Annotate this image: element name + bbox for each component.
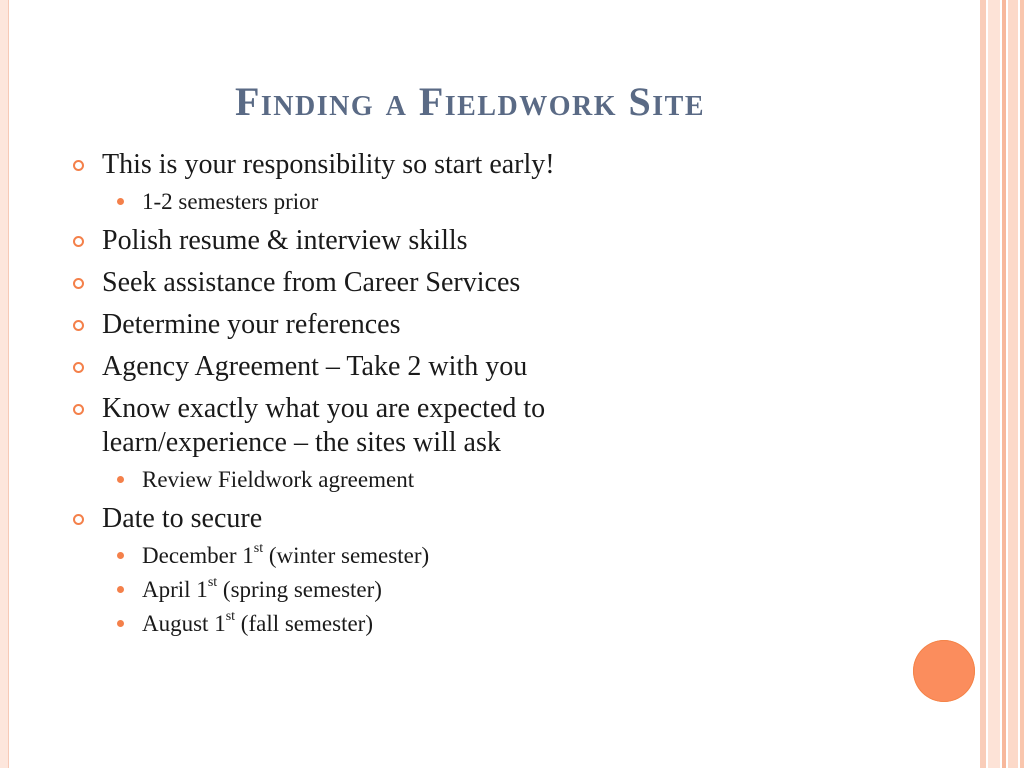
dot-bullet-icon [117,552,124,559]
ordinal-suffix: st [207,575,218,591]
sub-bullet-text: 1-2 semesters prior [142,189,319,214]
ring-bullet-icon [73,320,84,331]
dot-bullet-icon [117,476,124,483]
bullet-list [70,148,890,646]
slide-title: Finding a Fieldwork Site [234,79,706,124]
bullet-text: Agency Agreement – Take 2 with you [102,351,528,382]
bullet-item [70,502,890,536]
ring-bullet-icon [73,278,84,289]
date-semester: (spring semester) [217,577,382,602]
bullet-item [70,308,890,342]
bullet-text: Polish resume & interview skills [102,225,468,256]
bullet-text-line: learn/experience – the sites will ask [102,427,501,458]
dot-bullet-icon [117,198,124,205]
sub-bullet-item [70,576,890,604]
sub-bullet-item [70,466,890,494]
right-border-stripes [980,0,1024,768]
border-stripe [988,0,1000,768]
ring-bullet-icon [73,160,84,171]
ring-bullet-icon [73,404,84,415]
sub-bullet-item [70,610,890,638]
bullet-text: This is your responsibility so start early! [102,149,555,180]
bullet-item [70,392,890,460]
dot-bullet-icon [117,620,124,627]
bullet-item [70,224,890,258]
ring-bullet-icon [73,362,84,373]
bullet-text-line: Know exactly what you are expected to [102,393,546,424]
bullet-item [70,148,890,182]
ring-bullet-icon [73,514,84,525]
border-stripe [980,0,986,768]
decorative-orange-circle [913,640,975,702]
ring-bullet-icon [73,236,84,247]
ordinal-suffix: st [253,541,264,557]
dot-bullet-icon [117,586,124,593]
border-stripe [1002,0,1006,768]
bullet-item [70,266,890,300]
bullet-text: Seek assistance from Career Services [102,267,521,298]
bullet-item [70,350,890,384]
date-semester: (fall semester) [235,611,373,636]
bullet-text: Date to secure [102,503,263,534]
date-month: December 1 [142,543,254,568]
sub-bullet-text: Review Fieldwork agreement [142,467,415,492]
ordinal-suffix: st [225,609,236,625]
border-stripe [1020,0,1024,768]
sub-bullet-item [70,542,890,570]
date-month: August 1 [142,611,226,636]
date-semester: (winter semester) [263,543,430,568]
sub-bullet-item [70,188,890,216]
date-month: April 1 [142,577,208,602]
border-stripe [1008,0,1018,768]
bullet-text: Determine your references [102,309,401,340]
